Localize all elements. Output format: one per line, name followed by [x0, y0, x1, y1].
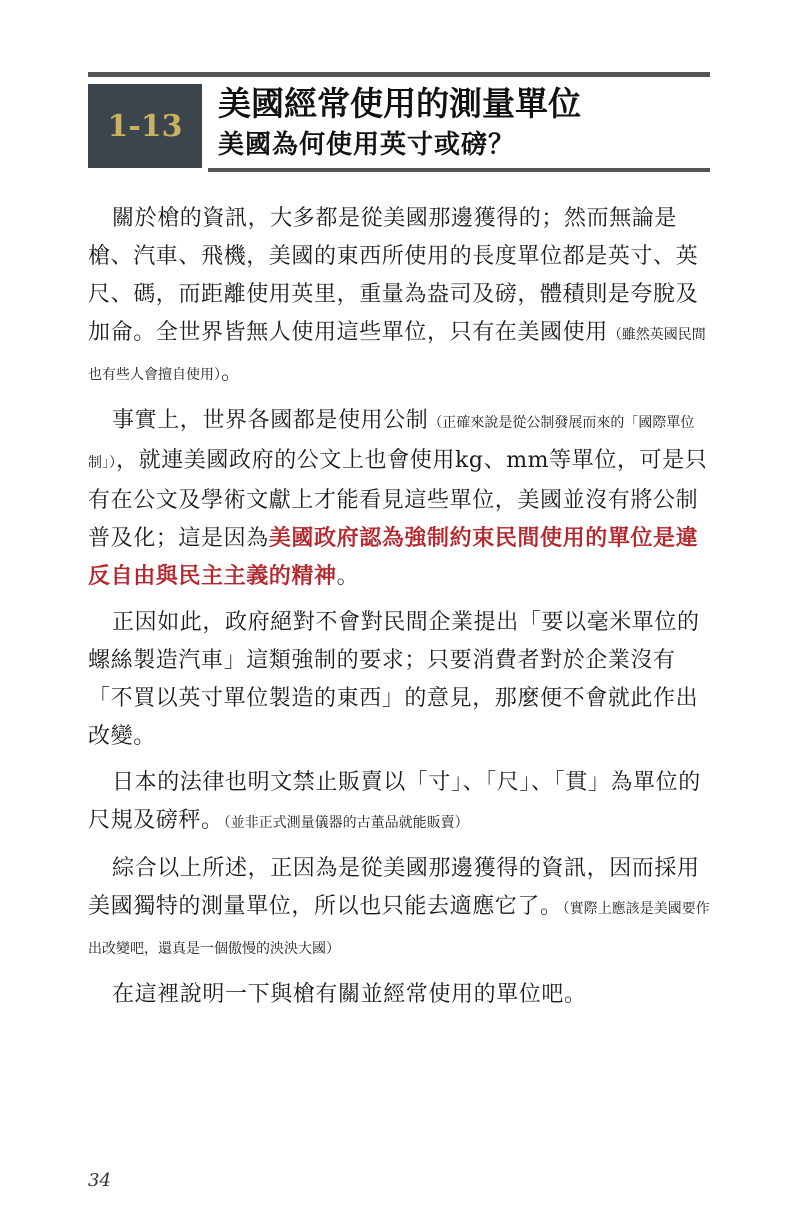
paragraph-note: （雖然英國民間也有些人會擅自使用） [88, 327, 706, 383]
header-bottom-rule [208, 168, 710, 172]
paragraph-text: 綜合以上所述，正因為是從美國那邊獲得的資訊，因而採用美國獨特的測量單位，所以也只能去適應它了。 [88, 856, 700, 919]
paragraph-3 [88, 604, 710, 756]
paragraph-text: 正因如此，政府絕對不會對民間企業提出「要以毫米單位的螺絲製造汽車」這類強制的要求；只要消費者對於企業沒有「不買以英寸單位製造的東西」的意見，那麼便不會就此作出改變。 [88, 610, 700, 749]
paragraph-4 [88, 764, 710, 842]
section-subtitle: 美國為何使用英寸或磅？ [218, 130, 516, 160]
section-title: 美國經常使用的測量單位 [218, 84, 581, 123]
paragraph-text: 關於槍的資訊，大多都是從美國那邊獲得的；然而無論是槍、汽車、飛機，美國的東西所使用的長度單位都是英寸、英尺、碼，而距離使用英里，重量為盎司及磅，體積則是夸脫及加侖。全世界皆無人使用這些單位，只有在美國使用 [88, 206, 699, 345]
page-number: 34 [88, 1170, 111, 1191]
paragraph-6 [88, 976, 710, 1014]
paragraph-2 [88, 402, 710, 596]
paragraph-note: （並非正式測量儀器的古董品就能販賣） [223, 815, 469, 831]
emphasis-text: 美國政府認為強制約束民間使用的單位是違反自由與民主主義的精神 [88, 526, 699, 589]
section-number-badge [88, 84, 202, 168]
section-number: 1-13 [107, 108, 183, 144]
paragraph-end: 。 [221, 360, 244, 385]
paragraph-1 [88, 200, 710, 394]
header-top-rule [88, 72, 710, 77]
paragraph-text: 事實上，世界各國都是使用公制 [112, 408, 429, 433]
paragraph-text: ，就連美國政府的公文上也會使用kg、mm等單位，可是只有在公文及學術文獻上才能看見這些單位，美國並沒有將公制普及化；這是因為 [88, 448, 708, 551]
paragraph-5 [88, 850, 710, 968]
paragraph-end: 。 [336, 564, 360, 589]
body-text [88, 200, 710, 1022]
section-header [88, 72, 710, 172]
paragraph-text: 在這裡說明一下與槍有關並經常使用的單位吧。 [112, 982, 587, 1007]
paragraph-note: （正確來說是從公制發展而來的「國際單位制」） [88, 415, 695, 471]
paragraph-text: 日本的法律也明文禁止販賣以「寸」、「尺」、「貫」為單位的尺規及磅秤。 [88, 770, 701, 833]
paragraph-note: （實際上應該是美國要作出改變吧，還真是一個傲慢的泱泱大國） [88, 901, 710, 957]
